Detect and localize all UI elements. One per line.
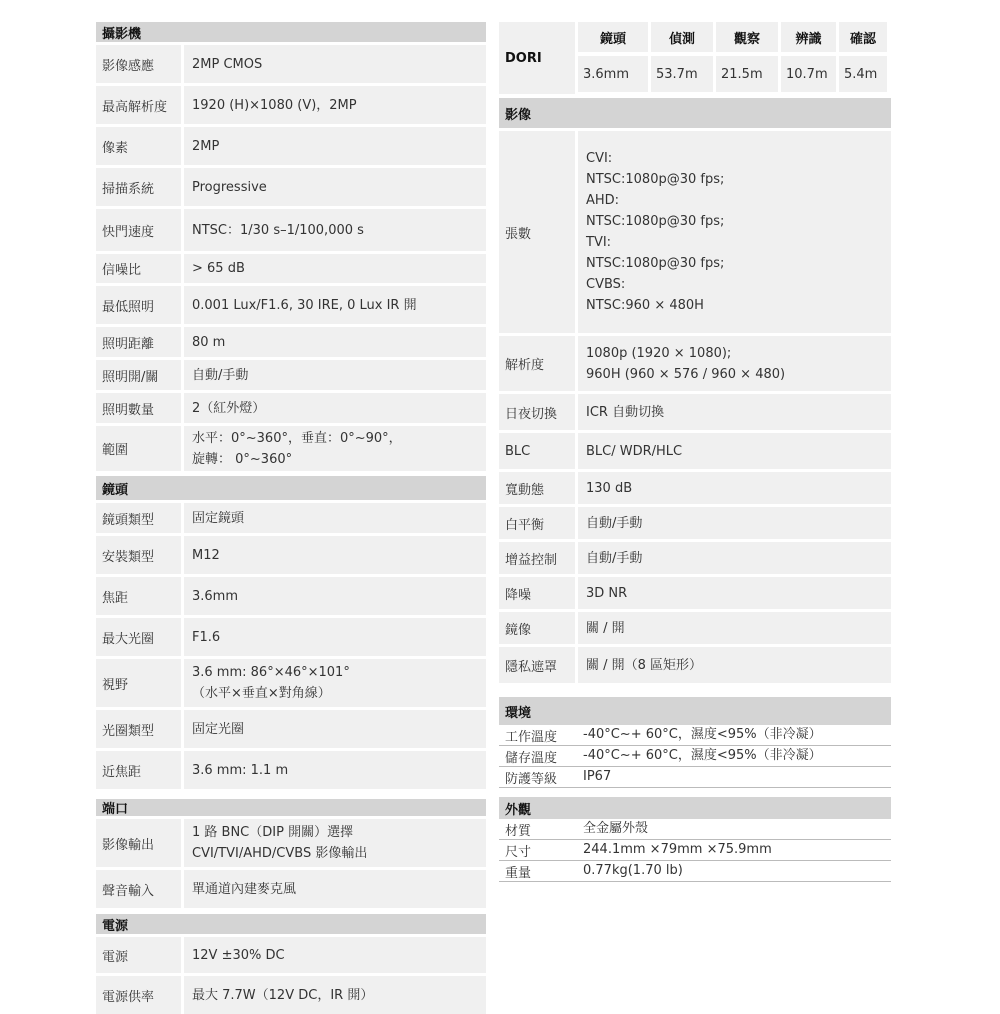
spec-value bbox=[184, 360, 486, 390]
spec-value bbox=[184, 127, 486, 165]
dori-value-cell: 3.6mm bbox=[578, 56, 648, 92]
spec-value-line: BLC/ WDR/HLC bbox=[586, 443, 683, 459]
spec-label: 焦距 bbox=[96, 577, 181, 615]
spec-value bbox=[184, 503, 486, 533]
spec-value bbox=[578, 577, 891, 609]
spec-value-line: 全金屬外殼 bbox=[583, 821, 649, 836]
spec-value bbox=[578, 131, 891, 333]
spec-row bbox=[499, 861, 891, 882]
spec-value-line: 2（紅外燈） bbox=[192, 400, 266, 416]
spec-row bbox=[96, 710, 486, 748]
spec-row bbox=[96, 127, 486, 165]
spec-row bbox=[499, 472, 891, 504]
spec-label: 電源供率 bbox=[96, 976, 181, 1014]
spec-label: 聲音輸入 bbox=[96, 870, 181, 908]
spec-value bbox=[575, 819, 891, 839]
spec-value-line: 固定光圈 bbox=[192, 721, 245, 737]
spec-value bbox=[184, 393, 486, 423]
spec-value bbox=[575, 746, 891, 766]
spec-value bbox=[184, 937, 486, 973]
spec-value-line: 自動/手動 bbox=[192, 367, 249, 383]
spec-value bbox=[184, 819, 486, 867]
spec-value bbox=[578, 542, 891, 574]
spec-row bbox=[499, 767, 891, 788]
spec-value-line: 0.001 Lux/F1.6, 30 IRE, 0 Lux IR 開 bbox=[192, 297, 417, 313]
spec-value-line: （水平×垂直×對角線） bbox=[192, 686, 331, 701]
spec-value-line: NTSC:960 × 480H bbox=[586, 298, 704, 313]
spec-row bbox=[499, 840, 891, 861]
spec-value-line: -40°C~+ 60°C，濕度<95%（非冷凝） bbox=[583, 748, 822, 763]
appearance-section bbox=[499, 797, 891, 882]
section-title: 鏡頭 bbox=[96, 476, 486, 500]
section-title: 環境 bbox=[499, 697, 891, 725]
spec-label: 日夜切換 bbox=[499, 394, 575, 430]
spec-row bbox=[96, 577, 486, 615]
spec-label: 防護等級 bbox=[505, 771, 558, 787]
spec-value-line: NTSC：1/30 s–1/100,000 s bbox=[192, 222, 364, 238]
spec-value-line: 12V ±30% DC bbox=[192, 947, 285, 963]
spec-value-line: 自動/手動 bbox=[586, 515, 643, 531]
spec-label: 快門速度 bbox=[96, 209, 181, 251]
spec-row bbox=[96, 168, 486, 206]
spec-value bbox=[575, 725, 891, 745]
spec-row bbox=[96, 426, 486, 471]
spec-row bbox=[96, 976, 486, 1014]
spec-label: 鏡頭類型 bbox=[96, 503, 181, 533]
dori-header-cell: 觀察 bbox=[716, 22, 778, 52]
spec-value bbox=[184, 577, 486, 615]
spec-label: 範圍 bbox=[96, 426, 181, 471]
spec-row bbox=[96, 86, 486, 124]
spec-value-line: 1920 (H)×1080 (V)，2MP bbox=[192, 97, 357, 113]
spec-value bbox=[578, 612, 891, 644]
section-title: 外觀 bbox=[499, 797, 891, 819]
spec-value bbox=[184, 327, 486, 357]
spec-value bbox=[184, 286, 486, 324]
section-title: 電源 bbox=[96, 914, 486, 934]
spec-value-line: 3.6 mm: 1.1 m bbox=[192, 762, 289, 778]
spec-row bbox=[96, 618, 486, 656]
spec-label: 掃描系統 bbox=[96, 168, 181, 206]
dori-value-cell: 5.4m bbox=[839, 56, 887, 92]
spec-label: 最大光圈 bbox=[96, 618, 181, 656]
spec-value-line: 水平：0°~360°，垂直：0°~90°， bbox=[192, 430, 402, 446]
spec-row bbox=[96, 937, 486, 973]
spec-value-line: CVI: bbox=[586, 151, 613, 166]
spec-row bbox=[499, 394, 891, 430]
spec-label: 解析度 bbox=[499, 336, 575, 391]
spec-value-line: 3D NR bbox=[586, 585, 628, 601]
spec-label: 降噪 bbox=[499, 577, 575, 609]
spec-value bbox=[184, 710, 486, 748]
spec-label: 重量 bbox=[505, 865, 532, 881]
spec-label: 張數 bbox=[499, 131, 575, 333]
spec-label: 視野 bbox=[96, 659, 181, 707]
dori-header-row bbox=[578, 22, 891, 52]
spec-row bbox=[499, 131, 891, 333]
spec-label: 最高解析度 bbox=[96, 86, 181, 124]
dori-header-cell: 偵測 bbox=[651, 22, 713, 52]
spec-value-line: CVI/TVI/AHD/CVBS 影像輸出 bbox=[192, 846, 368, 861]
spec-row bbox=[499, 507, 891, 539]
dori-value-cell: 53.7m bbox=[651, 56, 713, 92]
spec-value bbox=[184, 618, 486, 656]
spec-label: 信噪比 bbox=[96, 254, 181, 283]
spec-value-line: NTSC:1080p@30 fps; bbox=[586, 172, 725, 187]
spec-label: 隱私遮罩 bbox=[499, 647, 575, 683]
spec-label: 儲存溫度 bbox=[505, 750, 558, 766]
dori-label: DORI bbox=[499, 22, 575, 94]
spec-value bbox=[184, 976, 486, 1014]
spec-row bbox=[96, 327, 486, 357]
spec-label: 增益控制 bbox=[499, 542, 575, 574]
spec-value bbox=[184, 426, 486, 471]
spec-value-line: 旋轉： 0°~360° bbox=[192, 451, 293, 467]
spec-value bbox=[184, 168, 486, 206]
port-section bbox=[96, 799, 486, 908]
video-section bbox=[499, 98, 891, 683]
dori-header-cell: 鏡頭 bbox=[578, 22, 648, 52]
spec-value bbox=[184, 254, 486, 283]
spec-value-line: 最大 7.7W（12V DC，IR 開） bbox=[192, 987, 374, 1003]
spec-row bbox=[96, 659, 486, 707]
spec-label: 白平衡 bbox=[499, 507, 575, 539]
spec-label: 影像感應 bbox=[96, 45, 181, 83]
spec-row bbox=[499, 612, 891, 644]
spec-value-line: ICR 自動切換 bbox=[586, 404, 665, 420]
spec-value-line: 2MP CMOS bbox=[192, 56, 263, 72]
spec-value bbox=[578, 507, 891, 539]
spec-row bbox=[96, 45, 486, 83]
dori-table bbox=[499, 22, 891, 94]
dori-value-cell: 21.5m bbox=[716, 56, 778, 92]
spec-value-line: 單通道內建麥克風 bbox=[192, 881, 297, 897]
spec-row bbox=[96, 819, 486, 867]
spec-value bbox=[575, 840, 891, 860]
spec-value bbox=[184, 659, 486, 707]
power-section bbox=[96, 914, 486, 1014]
spec-label: 照明開/關 bbox=[96, 360, 181, 390]
spec-value bbox=[578, 394, 891, 430]
right-spec-column bbox=[499, 22, 891, 882]
spec-value-line: 自動/手動 bbox=[586, 550, 643, 566]
spec-row bbox=[499, 542, 891, 574]
section-title: 端口 bbox=[96, 799, 486, 816]
spec-label: 電源 bbox=[96, 937, 181, 973]
environment-section bbox=[499, 697, 891, 788]
spec-value bbox=[184, 45, 486, 83]
spec-label: 像素 bbox=[96, 127, 181, 165]
spec-value bbox=[578, 336, 891, 391]
spec-row bbox=[499, 819, 891, 840]
spec-value-line: 960H (960 × 576 / 960 × 480) bbox=[586, 366, 786, 382]
spec-label: 照明數量 bbox=[96, 393, 181, 423]
spec-row bbox=[96, 254, 486, 283]
spec-value-line: TVI: bbox=[586, 235, 612, 250]
spec-value bbox=[578, 433, 891, 469]
dori-value-cell: 10.7m bbox=[781, 56, 836, 92]
spec-row bbox=[499, 647, 891, 683]
left-spec-column bbox=[96, 22, 486, 1014]
spec-value-line: 固定鏡頭 bbox=[192, 510, 245, 526]
spec-row bbox=[96, 286, 486, 324]
spec-label: BLC bbox=[499, 433, 575, 469]
spec-label: 工作溫度 bbox=[505, 729, 558, 745]
spec-label: 寬動態 bbox=[499, 472, 575, 504]
spec-value-line: 1 路 BNC（DIP 開關）選擇 bbox=[192, 825, 354, 840]
spec-label: 影像輸出 bbox=[96, 819, 181, 867]
spec-value-line: F1.6 bbox=[192, 629, 221, 645]
spec-value-line: NTSC:1080p@30 fps; bbox=[586, 214, 725, 229]
dori-header-cell: 辨識 bbox=[781, 22, 836, 52]
spec-value-line: 1080p (1920 × 1080); bbox=[586, 345, 732, 361]
spec-value-line: 3.6 mm: 86°×46°×101° bbox=[192, 665, 350, 680]
spec-row bbox=[499, 577, 891, 609]
spec-value-line: CVBS: bbox=[586, 277, 626, 292]
spec-label: 光圈類型 bbox=[96, 710, 181, 748]
spec-row bbox=[96, 503, 486, 533]
spec-value-line: NTSC:1080p@30 fps; bbox=[586, 256, 725, 271]
spec-label: 鏡像 bbox=[499, 612, 575, 644]
dori-value-row bbox=[578, 52, 891, 92]
spec-value bbox=[578, 472, 891, 504]
spec-value-line: 3.6mm bbox=[192, 588, 239, 604]
spec-value bbox=[575, 861, 891, 881]
spec-row bbox=[96, 536, 486, 574]
camera-section bbox=[96, 22, 486, 471]
spec-row bbox=[96, 209, 486, 251]
spec-value-line: IP67 bbox=[583, 769, 612, 784]
spec-value-line: 關 / 開 bbox=[586, 620, 625, 636]
spec-label: 近焦距 bbox=[96, 751, 181, 789]
spec-row bbox=[499, 433, 891, 469]
spec-label: 安裝類型 bbox=[96, 536, 181, 574]
spec-row bbox=[499, 336, 891, 391]
spec-row bbox=[96, 870, 486, 908]
spec-value bbox=[184, 751, 486, 789]
spec-value-line: Progressive bbox=[192, 179, 267, 195]
dori-header-cell: 確認 bbox=[839, 22, 887, 52]
spec-value-line: AHD: bbox=[586, 193, 620, 208]
spec-row bbox=[96, 393, 486, 423]
spec-label: 尺寸 bbox=[505, 844, 532, 860]
spec-value bbox=[578, 647, 891, 683]
spec-value-line: M12 bbox=[192, 547, 220, 563]
spec-value bbox=[184, 209, 486, 251]
spec-value bbox=[184, 86, 486, 124]
spec-value-line: 80 m bbox=[192, 334, 226, 350]
spec-value bbox=[575, 767, 891, 787]
spec-value bbox=[184, 870, 486, 908]
spec-value-line: > 65 dB bbox=[192, 261, 245, 276]
spec-row bbox=[96, 751, 486, 789]
spec-label: 材質 bbox=[505, 823, 532, 839]
spec-row bbox=[499, 746, 891, 767]
section-title: 影像 bbox=[499, 98, 891, 128]
spec-row bbox=[499, 725, 891, 746]
lens-section bbox=[96, 476, 486, 789]
spec-value-line: -40°C~+ 60°C，濕度<95%（非冷凝） bbox=[583, 727, 822, 742]
spec-value-line: 0.77kg(1.70 lb) bbox=[583, 863, 683, 878]
spec-label: 照明距離 bbox=[96, 327, 181, 357]
spec-value-line: 2MP bbox=[192, 138, 220, 154]
spec-value-line: 130 dB bbox=[586, 480, 633, 496]
spec-row bbox=[96, 360, 486, 390]
spec-value bbox=[184, 536, 486, 574]
spec-value-line: 關 / 開（8 區矩形） bbox=[586, 657, 703, 673]
section-title: 攝影機 bbox=[96, 22, 486, 42]
spec-label: 最低照明 bbox=[96, 286, 181, 324]
spec-value-line: 244.1mm ×79mm ×75.9mm bbox=[583, 842, 772, 857]
